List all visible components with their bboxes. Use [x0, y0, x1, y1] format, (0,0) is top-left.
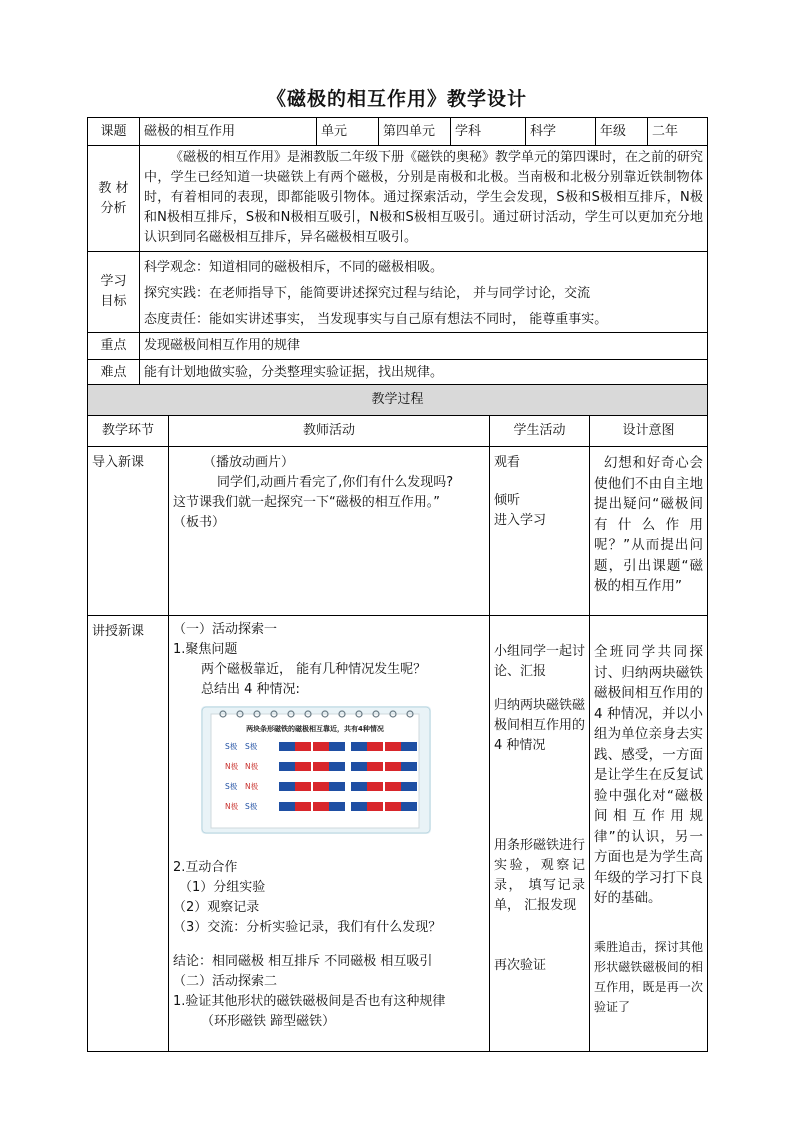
magnet-left-half	[351, 782, 367, 791]
student-new: 小组同学一起讨论、汇报 归纳两块磁铁磁极间相互作用的 4 种情况 用条形磁铁进行实验，观察记录， 填写记录单， 汇报发现 再次验证	[490, 616, 590, 1052]
magnet-right-half	[295, 802, 311, 811]
goal-item: 科学观念：知道相同的磁极相斥，不同的磁极相吸。	[144, 260, 444, 275]
subject-value: 科学	[526, 118, 596, 146]
magnet-right-half	[329, 782, 345, 791]
magnet-left-half	[385, 742, 401, 751]
col-student: 学生活动	[490, 416, 590, 447]
magnet-right-half	[295, 742, 311, 751]
col-intent: 设计意图	[590, 416, 708, 447]
magnet-figure	[201, 706, 431, 834]
pole-label: S极	[225, 742, 238, 751]
magnet-left-half	[351, 802, 367, 811]
goal-item: 探究实践：在老师指导下，能简要讲述探究过程与结论， 并与同学讨论，交流	[144, 286, 591, 301]
magnet-figure-svg	[201, 706, 431, 834]
col-stage: 教学环节	[88, 416, 169, 447]
magnet-left-half	[313, 742, 329, 751]
pole-label: S极	[225, 782, 238, 791]
teacher-intro: （播放动画片） 同学们,动画片看完了,你们有什么发现吗? 这节课我们就一起探究一下“磁极的相互作用。” （板书）	[169, 447, 490, 616]
key-label: 重点	[88, 333, 140, 360]
magnet-left-half	[385, 782, 401, 791]
magnet-right-half	[401, 802, 417, 811]
magnet-right-half	[295, 762, 311, 771]
magnet-left-half	[313, 762, 329, 771]
magnet-left-half	[385, 762, 401, 771]
magnet-right-half	[367, 782, 383, 791]
magnet-right-half	[367, 742, 383, 751]
magnet-right-half	[401, 762, 417, 771]
student-intro: 观看 倾听 进入学习	[490, 447, 590, 616]
grade-label: 年级	[596, 118, 648, 146]
magnet-right-half	[329, 802, 345, 811]
magnet-left-half	[279, 802, 295, 811]
pole-label: S极	[245, 802, 258, 811]
stage-intro: 导入新课	[88, 447, 169, 616]
grade-value: 二年	[648, 118, 708, 146]
magnet-right-half	[367, 762, 383, 771]
magnet-right-half	[367, 802, 383, 811]
stage-new: 讲授新课	[88, 616, 169, 1052]
magnet-left-half	[385, 802, 401, 811]
analysis-label: 教 材 分析	[88, 146, 140, 252]
pole-label: S极	[245, 742, 258, 751]
magnet-right-half	[295, 782, 311, 791]
teacher-new: （一）活动探索一 1.聚焦问题 两个磁极靠近， 能有几种情况发生呢？ 总结出 4 种情况: 两块条形磁铁的磁极相互靠近，共有4种情况 S极 S极 N极 N极 S极 N极 N极 S极 2.互动合作 （1）分组实验 （2）观察记录 （3）交流：分析实验记录，我们有什么发现？ 结论：相同磁极 相互排斥 不同磁极 相互吸引 （二）活动探索二 1.验证其他形状的磁铁磁极间是否也有这种规律 （环形磁铁 蹄型磁铁）	[169, 616, 490, 1052]
col-teacher: 教师活动	[169, 416, 490, 447]
pole-label: N极	[225, 762, 239, 771]
topic-label: 课题	[88, 118, 140, 146]
process-header: 教学过程	[88, 385, 708, 416]
difficulty-label: 难点	[88, 360, 140, 387]
intent-intro: 幻想和好奇心会使他们不由自主地提出疑问“磁极间有什么作用呢？”从而提出问题，引出课题“磁极的相互作用”	[590, 447, 708, 616]
goal-item: 态度责任：能如实讲述事实， 当发现事实与自己原有想法不同时， 能尊重事实。	[144, 312, 608, 327]
magnet-left-half	[351, 742, 367, 751]
magnet-left-half	[351, 762, 367, 771]
magnet-right-half	[329, 762, 345, 771]
page-title: 《磁极的相互作用》教学设计	[266, 88, 527, 110]
info-table	[87, 117, 708, 387]
magnet-left-half	[313, 802, 329, 811]
difficulty-text: 能有计划地做实验，分类整理实验证据，找出规律。	[140, 360, 708, 387]
intent-new: 全班同学共同探讨、归纳两块磁铁磁极间相互作用的 4 种情况，并以小组为单位亲身去实践、感受，一方面是让学生在反复试验中强化对“磁极间相互作用规律”的认识，另一方面也是为学生高年级的学习打下良好的基础。 乘胜追击，探讨其他形状磁铁磁极间的相互作用，既是再一次验证了	[590, 616, 708, 1052]
pole-label: N极	[225, 802, 239, 811]
topic-value: 磁极的相互作用	[140, 118, 317, 146]
magnet-right-half	[401, 782, 417, 791]
pole-label: N极	[245, 762, 259, 771]
goals-list	[140, 252, 708, 333]
figure-caption: 两块条形磁铁的磁极相互靠近，共有4种情况	[246, 725, 384, 733]
magnet-left-half	[279, 742, 295, 751]
magnet-left-half	[279, 782, 295, 791]
magnet-right-half	[401, 742, 417, 751]
process-table	[87, 384, 708, 1052]
goals-label: 学习 目标	[88, 252, 140, 333]
analysis-text: 《磁极的相互作用》是湘教版二年级下册《磁铁的奥秘》教学单元的第四课时，在之前的研究中，学生已经知道一块磁铁上有两个磁极，分别是南极和北极。当南极和北极分别靠近铁制物体时，有着相同的表现，即都能吸引物体。通过探索活动，学生会发现，S极和S极相互排斥，N极和N极相互排斥，S极和N极相互吸引，N极和S极相互吸引。通过研讨活动，学生可以更加充分地认识到同名磁极相互排斥，异名磁极相互吸引。	[140, 146, 708, 252]
unit-label: 单元	[317, 118, 379, 146]
magnet-left-half	[279, 762, 295, 771]
unit-value: 第四单元	[379, 118, 451, 146]
pole-label: N极	[245, 782, 259, 791]
key-text: 发现磁极间相互作用的规律	[140, 333, 708, 360]
magnet-left-half	[313, 782, 329, 791]
subject-label: 学科	[451, 118, 526, 146]
magnet-right-half	[329, 742, 345, 751]
